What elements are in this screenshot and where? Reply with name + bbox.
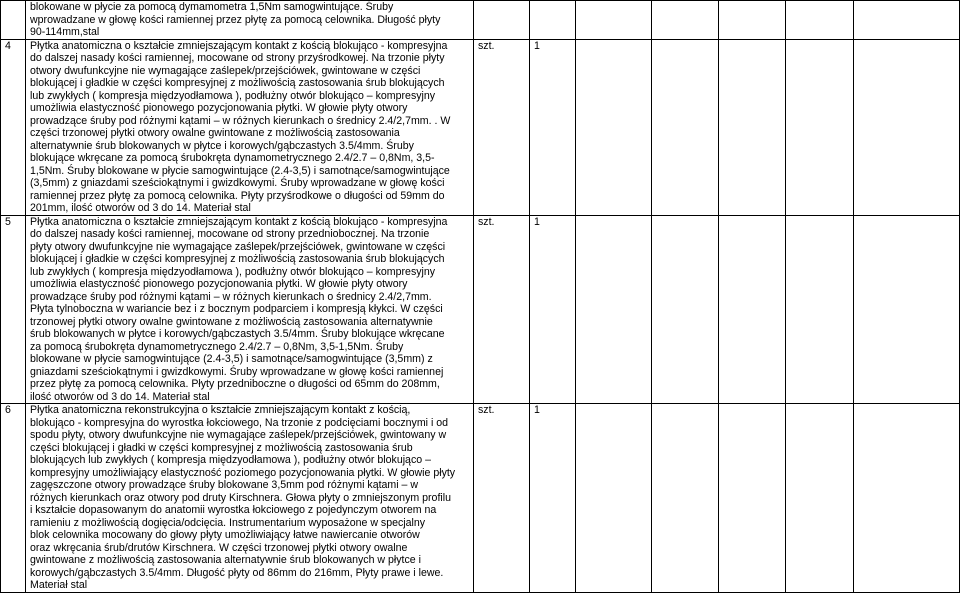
description-line: Płytka anatomiczna rekonstrukcyjna o kształcie zmniejszającym kontakt z kością, [30,404,411,416]
description-line: Płytka anatomiczna o kształcie zmniejszającym kontakt z kością blokująco - kompresyjna [30,39,448,52]
row-description [26,1,474,40]
empty-cell [576,1,652,40]
empty-cell [652,215,719,404]
description-line: części trzonowej płytki otwory owalne gwintowane z możliwością zastosowania [30,127,400,139]
description-line: ramiennej przez płytę za pomocą celownika. Płyty przyśrodkowe o długości od 59mm do [30,189,445,202]
empty-cell [786,404,854,593]
description-line: oraz wkręcania śrub/drutów Kirschnera. W części trzonowej płytki otwory owalne [30,541,408,554]
description-line: płyty otwory dwufunkcyjne nie wymagające zaślepek/przejściówek, gwintowane w części [30,240,446,253]
description-line: 201mm, ilość otworów od 3 do 14. Materiał stal [30,202,251,214]
row-number: 5 [1,215,26,404]
table-row [1,1,960,40]
table-row [1,39,960,215]
description-line: prowadzące śruby pod różnymi kątami – w różnych kierunkach o średnicy 2.4/2,7mm. [30,290,432,303]
description-line: zagęszczone otwory prowadzące śruby blokowane 3,5mm pod różnymi kątami – w [30,479,419,491]
description-line: umożliwia elastyczność pionowego pozycjonowania płytki. W głowie płyty otwory [30,278,408,290]
empty-cell [854,215,960,404]
empty-cell [576,215,652,404]
description-line: wprowadzane w głowę kości ramiennej przez płytę za pomocą celownika. Długość płyty [30,13,441,26]
description-line: umożliwia elastyczność pionowego pozycjonowania płytki. W głowie płyty otwory [30,102,408,114]
description-line: i kształcie dopasowanym do anatomii wyrostka łokciowego z pojedynczym otworem na [30,504,437,516]
description-line: kompresyjny umożliwiający elastyczność poziomego pozycjonowania płytki. W głowie płyty [30,466,456,479]
row-description [26,404,474,593]
empty-cell [854,1,960,40]
row-description [26,215,474,404]
row-unit [474,1,530,40]
description-line: blokującej i gładkie w części kompresyjnej z możliwością zastosowania śrub blokujących [30,77,445,89]
empty-cell [854,39,960,215]
description-line: otwory dwufunkcyjne nie wymagające zaślepek/przejściówek, gwintowane w części [30,64,421,77]
description-line: blokujące wkręcane za pomocą śrubokręta dynamometrycznego 2.4/2.7 – 0,8Nm, 3,5- [30,152,435,164]
empty-cell [652,1,719,40]
description-line: ramieniu z możliwością dogięcia/odcięcia. Instrumentarium wyposażone w specjalny [30,516,426,529]
description-line: do dalszej nasady kości ramiennej, mocowane od strony przedniobocznej. Na trzonie [30,228,430,240]
empty-cell [719,215,786,404]
empty-cell [576,39,652,215]
row-quantity: 1 [530,215,576,404]
description-line: lub zwykłych ( kompresja międzyodłamowa ), podłużny otwór blokująco – kompresyjny [30,89,436,102]
empty-cell [576,404,652,593]
empty-cell [719,39,786,215]
description-line: do dalszej nasady kości ramiennej, mocowane od strony przyśrodkowej. Na trzonie płyty [30,52,445,64]
description-line: Materiał stal [30,579,88,591]
table-row [1,215,960,404]
row-unit: szt. [474,404,530,593]
description-line: alternatywnie śrub blokowanych w płytce i korowych/gąbczastych 3.5/4mm. Śruby [30,139,414,152]
empty-cell [786,1,854,40]
description-line: trzonowej płytki otwory owalne gwintowane z możliwością zastosowania alternatywnie [30,315,433,328]
row-unit: szt. [474,215,530,404]
empty-cell [652,39,719,215]
description-line: przez płytę za pomocą celownika. Płyty przedniboczne o długości od 65mm do 208mm, [30,378,440,390]
description-line: ilość otworów od 3 do 14. Materiał stal [30,390,210,403]
empty-cell [719,1,786,40]
row-number [1,1,26,40]
description-line: różnych kierunkach oraz otwory pod druty Kirschnera. Głowa płyty o zmniejszonym profilu [30,491,451,504]
description-line: śrub blokowanych w płytce i korowych/gąbczastych 3.5/4mm. Śruby blokujące wkręcane [30,328,445,340]
description-line: korowych/gąbczastych 3.5/4mm. Długość płyty od 86mm do 216mm, Płyty prawe i lewe. [30,566,444,579]
row-number: 4 [1,39,26,215]
description-line: prowadzące śruby pod różnymi kątami – w różnych kierunkach o średnicy 2.4/2,7mm. . W [30,114,451,127]
empty-cell [719,404,786,593]
description-line: 90-114mm,stal [30,26,100,38]
description-line: 1,5Nm. Śruby blokowane w płycie samogwintujące (2.4-3,5) i samotnące/samogwintujące [30,164,450,177]
description-line: gniazdami sześciokątnymi i gwizdkowymi. Śruby wprowadzane w głowę kości ramiennej [30,365,444,378]
description-line: blokowane w płycie za pomocą dymamometra 1,5Nm samogwintujące. Śruby [30,1,394,13]
empty-cell [652,404,719,593]
description-line: (3,5mm) z gniazdami sześciokątnymi i gwizdkowymi. Śruby wprowadzane w głowę kości [30,177,445,189]
empty-cell [786,215,854,404]
row-unit: szt. [474,39,530,215]
table-row [1,404,960,593]
empty-cell [854,404,960,593]
row-quantity: 1 [530,39,576,215]
description-line: blokowane w płycie samogwintujące (2.4-3,5) i samotnące/samogwintujące (3,5mm) z [30,353,433,365]
row-quantity: 1 [530,404,576,593]
empty-cell [786,39,854,215]
description-line: za pomocą śrubokręta dynamometrycznego 2.4/2.7 – 0,8Nm, 3,5-1,5Nm. Śruby [30,340,404,353]
description-line: blok celownika mocowany do głowy płyty umożliwiający łatwe nawiercanie otworów [30,529,420,541]
row-number: 6 [1,404,26,593]
description-line: blokującej i gładkie w części kompresyjnej z możliwością zastosowania śrub blokujących [30,253,445,265]
description-line: spodu płyty, otwory dwufunkcyjne nie wymagające zaślepek/przejściówek, gwintowany w [30,429,447,441]
row-quantity [530,1,576,40]
description-line: Płytka anatomiczna o kształcie zmniejszającym kontakt z kością blokująco - kompresyjna [30,215,448,228]
row-description [26,39,474,215]
description-line: lub zwykłych ( kompresja międzyodłamowa ), podłużny otwór blokująco – kompresyjny [30,265,436,278]
description-line: Płyta tylnoboczna w wariancie bez i z bocznym podparciem i kompresją kłykci. W części [30,303,443,315]
description-line: części blokującej i gładki w części kompresyjnej z możliwością zastosowania śrub [30,441,413,454]
description-line: blokująco - kompresyjna do wyrostka łokciowego, Na trzonie z podcięciami bocznymi i od [30,416,449,429]
description-line: blokujących lub zwykłych ( kompresja międzyodłamowa ), podłużny otwór blokująco – [30,454,431,466]
description-line: gwintowane z możliwością zastosowania alternatywnie śrub blokowanych w płytce i [30,554,421,566]
